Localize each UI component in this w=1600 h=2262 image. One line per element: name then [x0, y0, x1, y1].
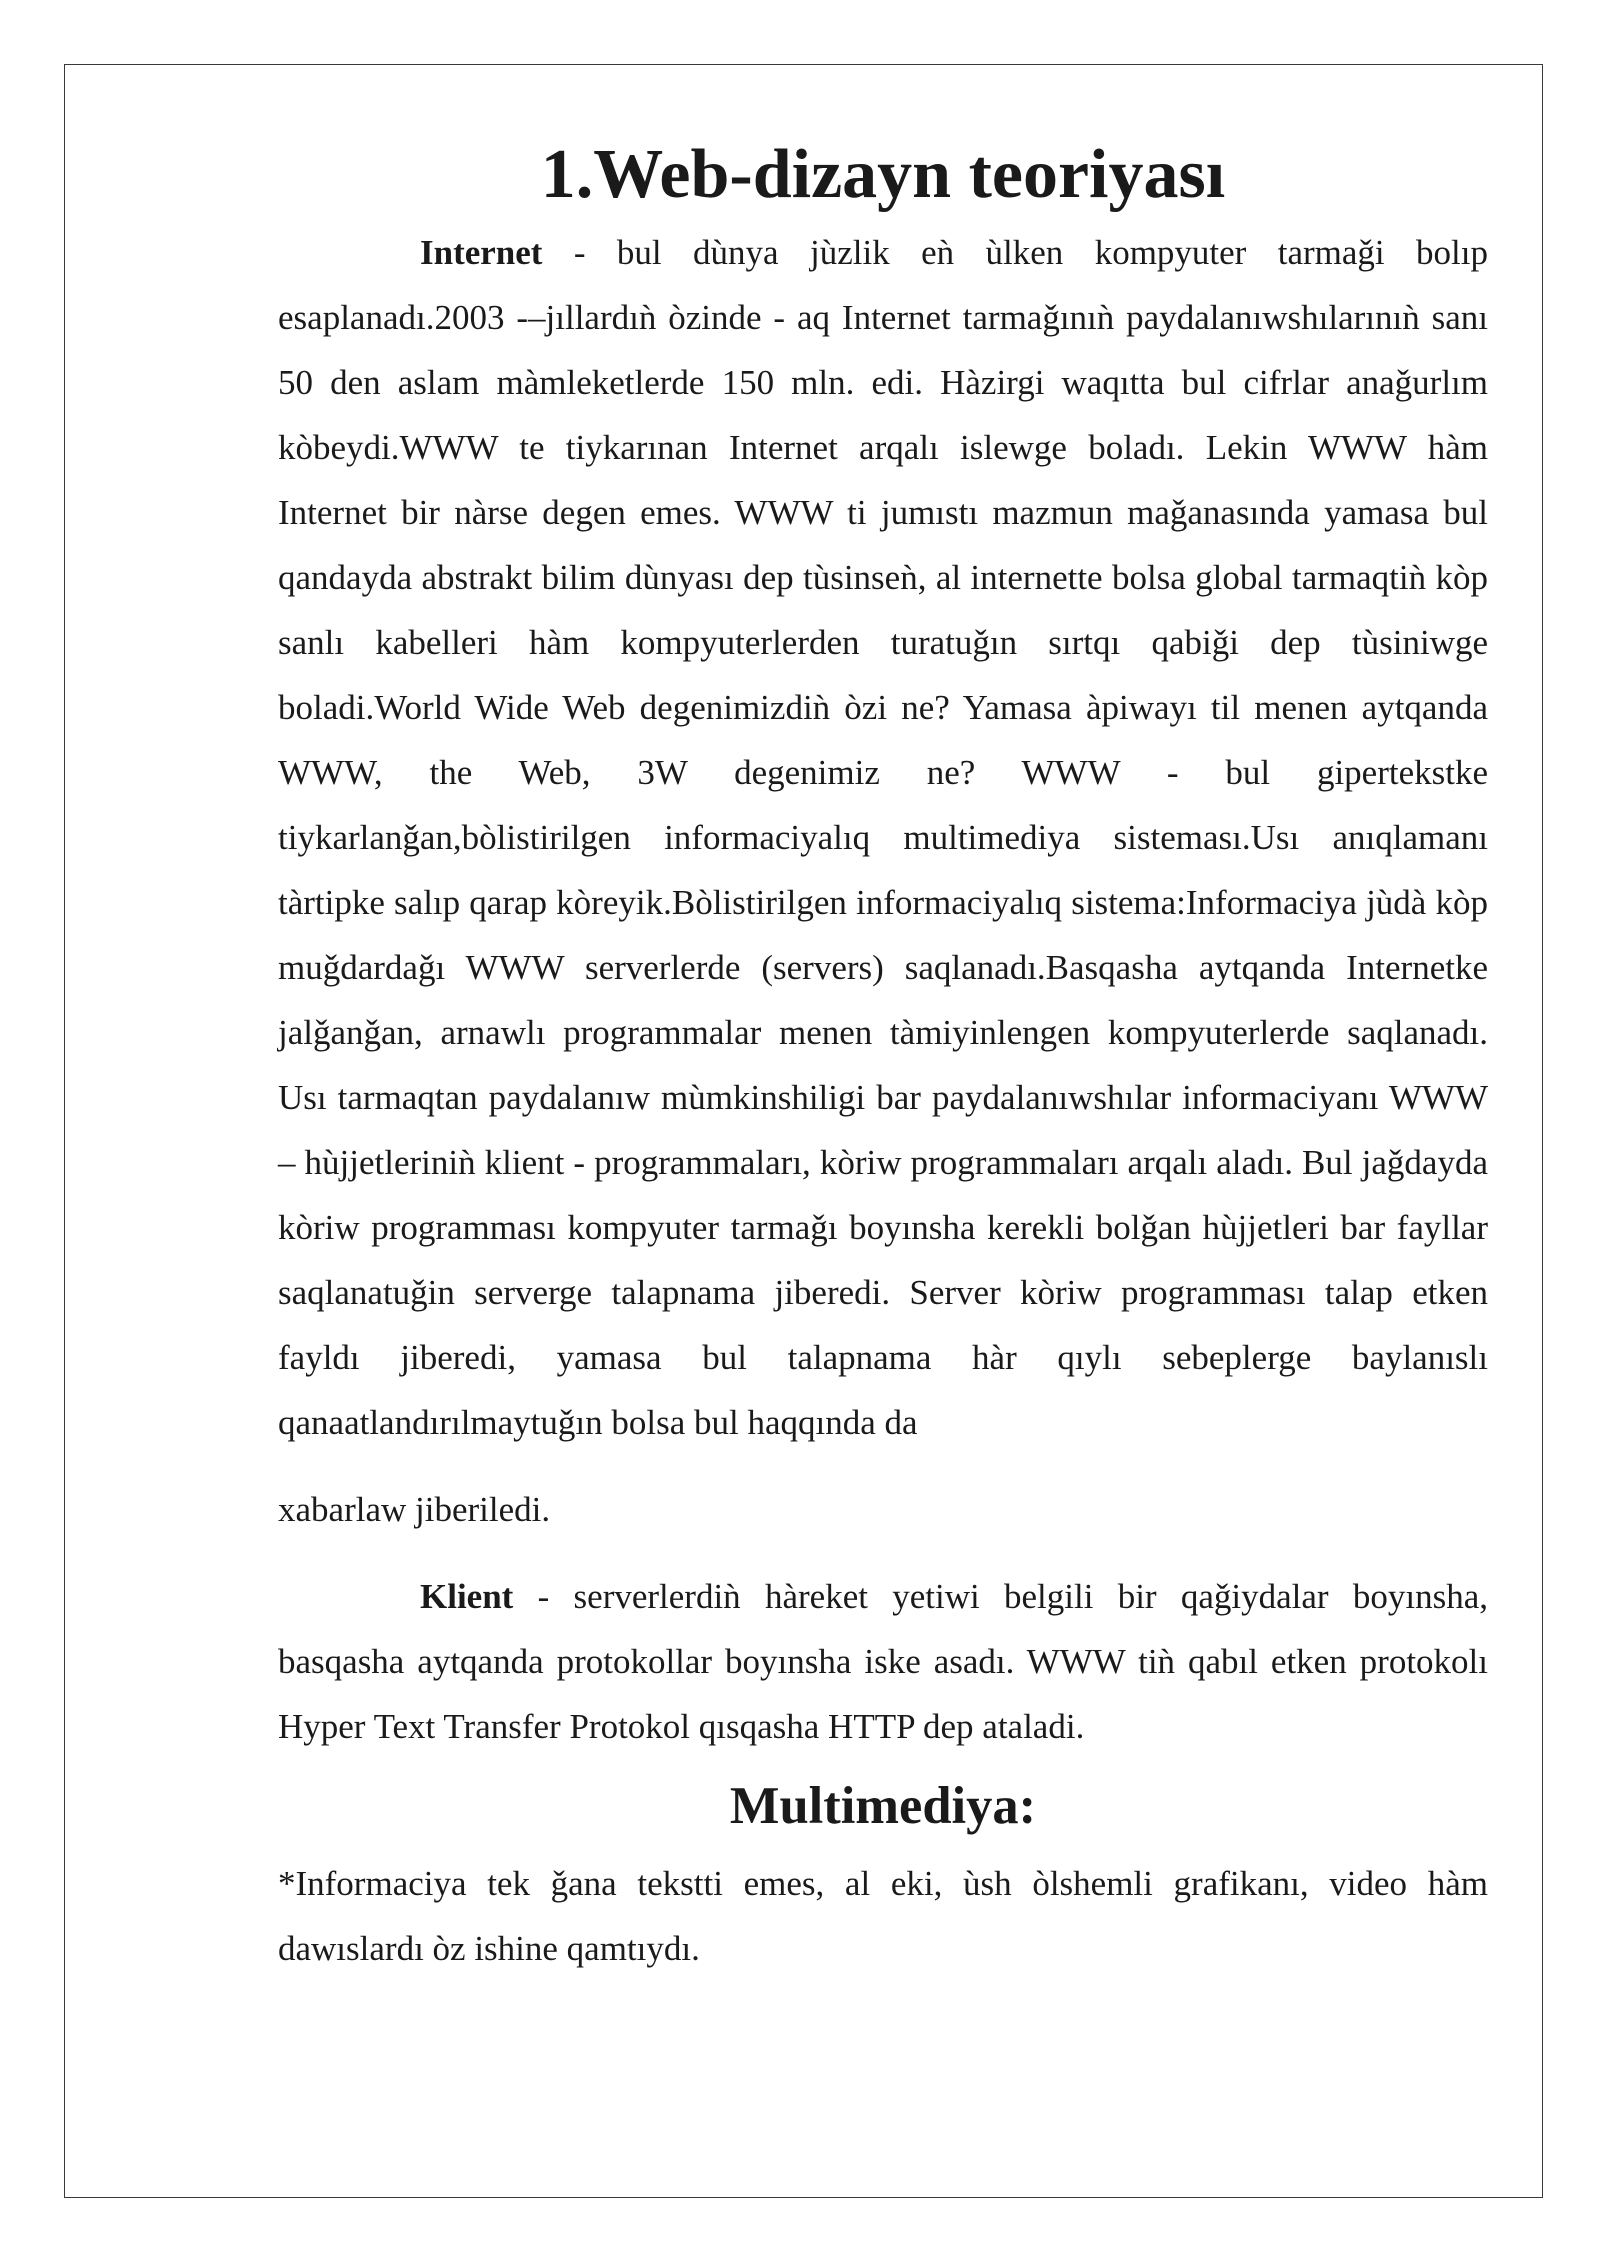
paragraph-klient-text: - serverlerdiǹ hàreket yetiwi belgili bir qaǧiydalar boyınsha, basqasha aytqanda protokollar boyınsha iske asadı. WWW tiǹ qabıl etken protokolı Hyper Text Transfer Protokol qısqasha HTTP dep ataladi.	[278, 1577, 1488, 1746]
paragraph-multimediya: *Informaciya tek ǧana tekstti emes, al eki, ùsh òlshemli grafikanı, video hàm dawıslardı òz ishine qamtıydı.	[278, 1864, 1488, 1968]
document-title: 1.Web-dizayn teoriyası	[540, 136, 1226, 213]
document-body	[278, 136, 1488, 1981]
term-internet: Internet	[420, 233, 543, 272]
section-subtitle-multimediya: Multimediya:	[729, 1777, 1037, 1835]
paragraph-klient	[278, 1564, 1488, 1759]
paragraph-internet-text: - bul dùnya jùzlik eǹ ùlken kompyuter tarmaǧi bolıp esaplanadı.2003 -–jıllardıǹ òzinde - aq Internet tarmaǧınıǹ paydalanıwshılarınıǹ sanı 50 den aslam màmleketlerde 150 mln. edi. Hàzirgi waqıtta bul cifrlar anaǧurlım kòbeydi.WWW te tiykarınan Internet arqalı islewge boladı. Lekin WWW hàm Internet bir nàrse degen emes. WWW ti jumıstı mazmun maǧanasında yamasa bul qandayda abstrakt bilim dùnyası dep tùsinseǹ, al internette bolsa global tarmaqtiǹ kòp sanlı kabelleri hàm kompyuterlerden turatuǧın sırtqı qabiǧi dep tùsiniwge boladi.World Wide Web degenimizdiǹ òzi ne? Yamasa àpiwayı til menen aytqanda WWW, the Web, 3W degenimiz ne? WWW - bul gipertekstke tiykarlanǧan,bòlistirilgen informaciyalıq multimediya sisteması.Usı anıqlamanı tàrtipke salıp qarap kòreyik.Bòlistirilgen informaciyalıq sistema:Informaciya jùdà kòp muǧdardaǧı WWW serverlerde (servers) saqlanadı.Basqasha aytqanda Internetke jalǧanǧan, arnawlı programmalar menen tàmiyinlengen kompyuterlerde saqlanadı. Usı tarmaqtan paydalanıw mùmkinshiligi bar paydalanıwshılar informaciyanı WWW – hùjjetleriniǹ klient - programmaları, kòriw programmaları arqalı aladı. Bul jaǧdayda kòriw programması kompyuter tarmaǧı boyınsha kerekli bolǧan hùjjetleri bar fayllar saqlanatuǧin serverge talapnama jiberedi. Server kòriw programması talap etken fayldı jiberedi, yamasa bul talapnama hàr qıylı sebeplerge baylanıslı qanaatlandırılmaytuǧın bolsa bul haqqında da	[278, 233, 1488, 1442]
paragraph-internet-continuation: xabarlaw jiberiledi.	[278, 1490, 551, 1529]
paragraph-internet	[278, 220, 1488, 1455]
term-klient: Klient	[420, 1577, 514, 1616]
